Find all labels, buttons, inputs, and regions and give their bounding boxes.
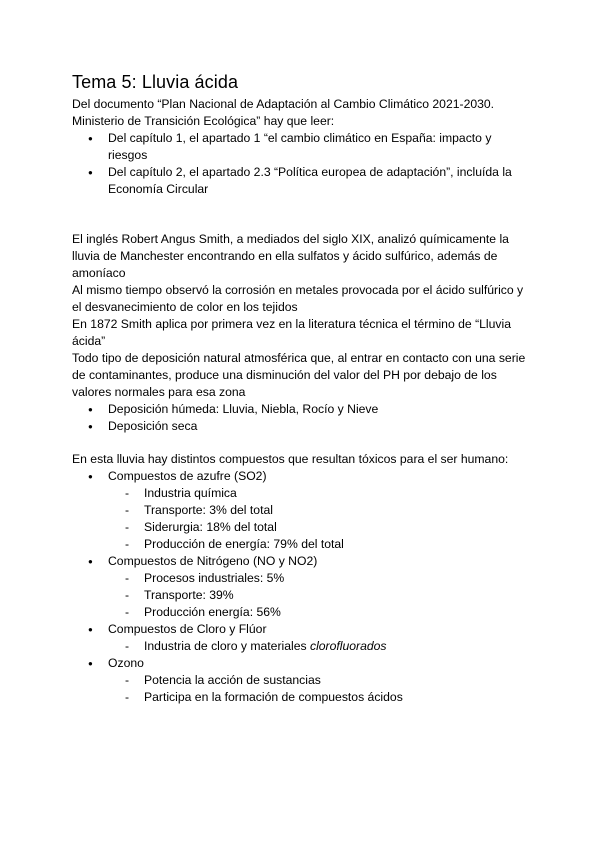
list-item: - Producción de energía: 79% del total — [72, 536, 532, 553]
list-item: - Procesos industriales: 5% — [72, 570, 532, 587]
item-text: Industria de cloro y materiales — [144, 639, 310, 653]
item-text-italic: clorofluorados — [309, 639, 387, 653]
list-item: ● Deposición húmeda: Lluvia, Niebla, Rocío y Nieve — [72, 401, 532, 418]
history-paragraph-1: El inglés Robert Angus Smith, a mediados del siglo XIX, analizó químicamente la lluvia de Manchester encontrando en ella sulfatos y ácido sulfúrico, además de amoníaco — [72, 232, 509, 280]
list-item: ● Del capítulo 1, el apartado 1 “el cambio climático en España: impacto y riesgos — [72, 130, 532, 164]
compounds-intro: En esta lluvia hay distintos compuestos que resultan tóxicos para el ser humano: — [72, 452, 509, 466]
intro-line-1: Del documento “Plan Nacional de Adaptación al Cambio Climático 2021-2030. — [72, 97, 495, 111]
list-item: - Industria química — [72, 485, 532, 502]
list-item — [72, 638, 532, 655]
deposition-list — [72, 401, 532, 435]
reading-list — [72, 130, 532, 198]
list-item: - Participa en la formación de compuestos ácidos — [72, 689, 532, 706]
list-item: - Transporte: 39% — [72, 587, 532, 604]
definition-paragraph: Todo tipo de deposición natural atmosférica que, al entrar en contacto con una serie de contaminantes, produce una disminución del valor del PH por debajo de los valores normales para esa zona — [72, 351, 526, 399]
compound-group-chlorine: ● Compuestos de Cloro y Flúor — [72, 621, 532, 638]
spacer — [72, 198, 532, 231]
list-item: - Transporte: 3% del total — [72, 502, 532, 519]
compound-group-sulfur: ● Compuestos de azufre (SO2) — [72, 468, 532, 485]
chlorine-sources-list — [72, 638, 532, 655]
list-item: - Potencia la acción de sustancias — [72, 672, 532, 689]
intro-line-2: Ministerio de Transición Ecológica” hay que leer: — [72, 114, 335, 128]
list-item: ● Del capítulo 2, el apartado 2.3 “Política europea de adaptación”, incluída la Economía Circular — [72, 164, 532, 198]
history-paragraph-2: Al mismo tiempo observó la corrosión en metales provocada por el ácido sulfúrico y el desvanecimiento de color en los tejidos — [72, 283, 524, 314]
history-paragraph-3: En 1872 Smith aplica por primera vez en la literatura técnica el término de “Lluvia ácida” — [72, 317, 511, 348]
sulfur-sources-list — [72, 485, 532, 553]
document-page — [72, 70, 532, 706]
list-item: - Producción energía: 56% — [72, 604, 532, 621]
list-item: ● Deposición seca — [72, 418, 532, 435]
ozone-effects-list — [72, 672, 532, 706]
list-item: - Siderurgia: 18% del total — [72, 519, 532, 536]
spacer — [72, 435, 532, 451]
compound-group-ozone: ● Ozono — [72, 655, 532, 672]
compounds-list — [72, 468, 532, 706]
compound-group-nitrogen: ● Compuestos de Nitrógeno (NO y NO2) — [72, 553, 532, 570]
nitrogen-sources-list — [72, 570, 532, 621]
page-title: Tema 5: Lluvia ácida — [72, 72, 239, 92]
